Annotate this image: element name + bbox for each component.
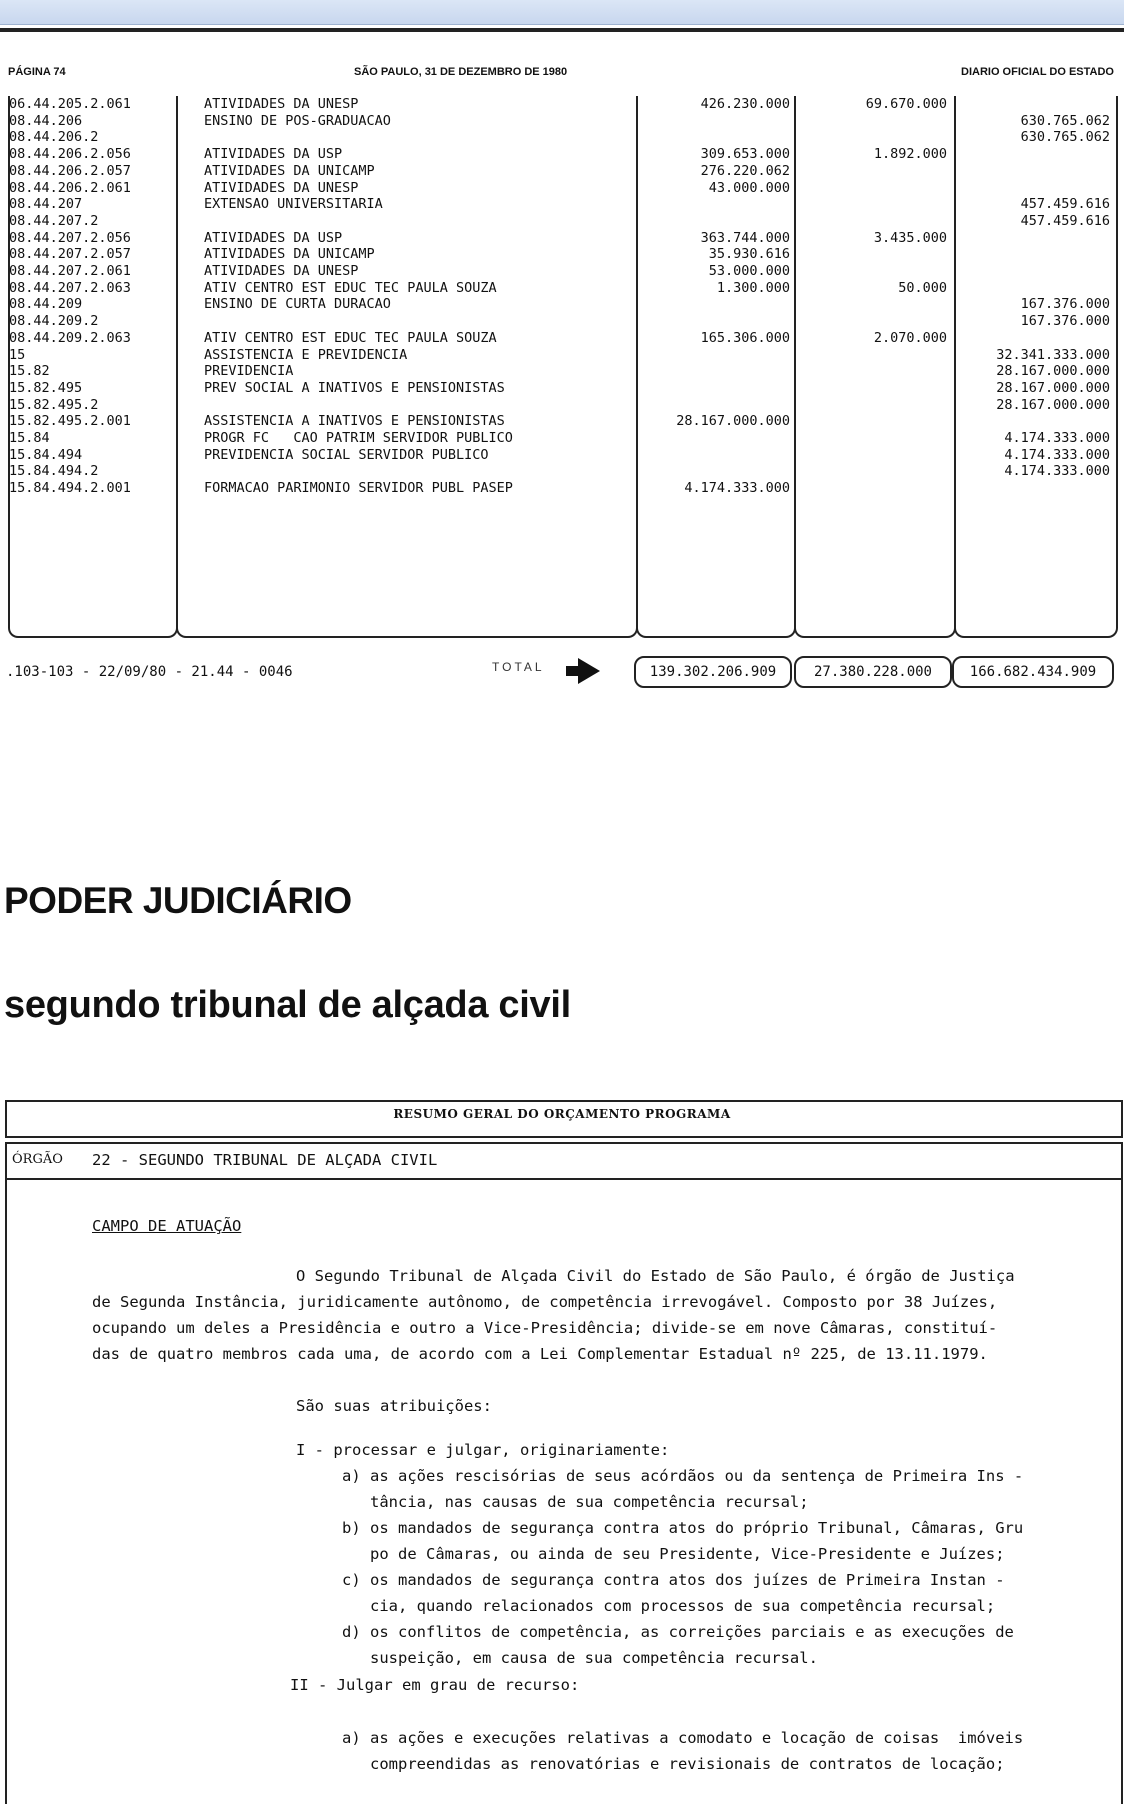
cell-v3: 28.167.000.000 <box>996 363 1110 380</box>
cell-v3: 4.174.333.000 <box>1004 430 1110 446</box>
cell-desc: ATIVIDADES DA USP <box>204 229 343 246</box>
cell-desc: PREVIDENCIA <box>204 363 294 380</box>
orgao-label: ÓRGÃO <box>12 1152 63 1167</box>
orgao-rule <box>5 1178 1121 1180</box>
table-row <box>0 397 1124 414</box>
cell-v2: 1.892.000 <box>873 146 947 163</box>
cell-code: 08.44.207.2 <box>9 212 99 229</box>
cell-desc: PROGR FC CAO PATRIM SERVIDOR PUBLICO <box>204 430 513 446</box>
cell-desc: ENSINO DE CURTA DURACAO <box>204 296 391 313</box>
table-row <box>0 246 1124 263</box>
cell-v3: 630.765.062 <box>1020 112 1110 129</box>
cell-v2: 50.000 <box>898 279 947 296</box>
paragraph-line: de Segunda Instância, juridicamente autônomo, de competência irrevogável. Composto por 38 Juízes, <box>92 1293 998 1311</box>
cell-v1: 165.306.000 <box>700 329 790 346</box>
cell-desc: PREV SOCIAL A INATIVOS E PENSIONISTAS <box>204 379 505 396</box>
cell-desc: ASSISTENCIA A INATIVOS E PENSIONISTAS <box>204 413 505 430</box>
table-row <box>0 213 1124 230</box>
cell-v1: 426.230.000 <box>700 96 790 112</box>
cell-code: 15.82.495 <box>9 379 83 396</box>
paragraph-line: ocupando um deles a Presidência e outro a Vice-Presidência; divide-se em nove Câmaras, constituí- <box>92 1319 998 1337</box>
table-row <box>0 280 1124 297</box>
cell-code: 15.82.495.2.001 <box>9 413 131 430</box>
cell-v1: 28.167.000.000 <box>676 413 790 430</box>
orgao-value: 22 - SEGUNDO TRIBUNAL DE ALÇADA CIVIL <box>92 1151 438 1169</box>
table-row <box>0 180 1124 197</box>
section-heading-power: PODER JUDICIÁRIO <box>4 880 352 921</box>
paragraph-line: das de quatro membros cada uma, de acordo com a Lei Complementar Estadual nº 225, de 13.11.1979. <box>92 1345 988 1363</box>
publication-name: DIARIO OFICIAL DO ESTADO <box>961 66 1114 78</box>
total-value-1: 139.302.206.909 <box>634 656 792 688</box>
window-top-bar <box>0 0 1124 25</box>
cell-code: 08.44.207.2.061 <box>9 263 131 279</box>
cell-code: 06.44.205.2.061 <box>9 96 131 112</box>
cell-v3: 32.341.333.000 <box>996 346 1110 363</box>
table-row <box>0 347 1124 364</box>
cell-desc: FORMACAO PARIMONIO SERVIDOR PUBL PASEP <box>204 480 513 497</box>
paragraph-line: O Segundo Tribunal de Alçada Civil do Estado de São Paulo, é órgão de Justiça <box>296 1267 1015 1285</box>
table-row <box>0 313 1124 330</box>
cell-desc: ATIV CENTRO EST EDUC TEC PAULA SOUZA <box>204 279 497 296</box>
cell-code: 08.44.206.2.057 <box>9 162 131 179</box>
cell-v3: 167.376.000 <box>1020 313 1110 330</box>
cell-code: 15.82.495.2 <box>9 396 99 413</box>
cell-desc: ATIV CENTRO EST EDUC TEC PAULA SOUZA <box>204 329 497 346</box>
cell-v3: 4.174.333.000 <box>1004 463 1110 480</box>
cell-code: 08.44.207 <box>9 196 83 213</box>
item-i-line: suspeição, em causa de sua competência recursal. <box>342 1649 818 1667</box>
cell-desc: ATIVIDADES DA UNICAMP <box>204 246 375 263</box>
section-heading-court: segundo tribunal de alçada civil <box>4 984 571 1026</box>
cell-code: 08.44.207.2.056 <box>9 229 131 246</box>
table-row <box>0 163 1124 180</box>
cell-code: 08.44.206 <box>9 112 83 129</box>
cell-code: 15.82 <box>9 363 50 380</box>
cell-desc: ATIVIDADES DA UNESP <box>204 179 359 196</box>
cell-v1: 35.930.616 <box>708 246 790 263</box>
item-ii-line: compreendidas as renovatórias e revisionais de contratos de locação; <box>342 1755 1005 1773</box>
total-value-2: 27.380.228.000 <box>794 656 952 688</box>
cell-code: 15.84.494 <box>9 446 83 463</box>
table-row <box>0 330 1124 347</box>
item-i-line: d) os conflitos de competência, as correições parciais e as execuções de <box>342 1623 1014 1641</box>
page-number: PÁGINA 74 <box>8 66 66 78</box>
cell-v3: 630.765.062 <box>1020 129 1110 146</box>
item-i: I - processar e julgar, originariamente: <box>296 1441 670 1459</box>
cell-desc: EXTENSAO UNIVERSITARIA <box>204 196 383 213</box>
cell-code: 08.44.206.2.056 <box>9 146 131 163</box>
total-value-3: 166.682.434.909 <box>952 656 1114 688</box>
table-row <box>0 413 1124 430</box>
cell-v1: 43.000.000 <box>708 179 790 196</box>
table-row <box>0 296 1124 313</box>
cell-desc: ATIVIDADES DA UNESP <box>204 96 359 112</box>
item-i-line: tância, nas causas de sua competência recursal; <box>342 1493 809 1511</box>
table-row <box>0 463 1124 480</box>
cell-v3: 4.174.333.000 <box>1004 446 1110 463</box>
cell-v3: 28.167.000.000 <box>996 379 1110 396</box>
cell-code: 08.44.207.2.057 <box>9 246 131 263</box>
table-row <box>0 447 1124 464</box>
cell-v1: 276.220.062 <box>700 162 790 179</box>
table-row <box>0 96 1124 113</box>
cell-v3: 457.459.616 <box>1020 212 1110 229</box>
cell-desc: ENSINO DE POS-GRADUACAO <box>204 112 391 129</box>
item-i-line: cia, quando relacionados com processos de sua competência recursal; <box>342 1597 996 1615</box>
cell-v1: 309.653.000 <box>700 146 790 163</box>
cell-v3: 457.459.616 <box>1020 196 1110 213</box>
cell-code: 08.44.206.2.061 <box>9 179 131 196</box>
cell-v1: 1.300.000 <box>716 279 790 296</box>
table-row <box>0 380 1124 397</box>
cell-v3: 28.167.000.000 <box>996 396 1110 413</box>
cell-v1: 4.174.333.000 <box>684 480 790 497</box>
total-label: TOTAL <box>492 660 545 674</box>
cell-desc: ATIVIDADES DA UNICAMP <box>204 162 375 179</box>
cell-v3: 167.376.000 <box>1020 296 1110 313</box>
cell-v1: 53.000.000 <box>708 263 790 279</box>
table-row <box>0 129 1124 146</box>
item-i-line: b) os mandados de segurança contra atos do próprio Tribunal, Câmaras, Gru <box>342 1519 1024 1537</box>
header-rule <box>0 28 1124 32</box>
cell-code: 08.44.209.2.063 <box>9 329 131 346</box>
item-i-line: c) os mandados de segurança contra atos dos juízes de Primeira Instan - <box>342 1571 1005 1589</box>
footer-reference: .103-103 - 22/09/80 - 21.44 - 0046 <box>6 664 293 680</box>
cell-code: 08.44.206.2 <box>9 129 99 146</box>
cell-desc: ATIVIDADES DA USP <box>204 146 343 163</box>
cell-code: 15 <box>9 346 26 363</box>
cell-v2: 3.435.000 <box>873 229 947 246</box>
table-row <box>0 263 1124 280</box>
cell-v2: 69.670.000 <box>865 96 947 112</box>
item-ii: II - Julgar em grau de recurso: <box>290 1676 580 1694</box>
cell-v1: 363.744.000 <box>700 229 790 246</box>
table-row <box>0 430 1124 447</box>
total-arrow-icon <box>578 658 600 684</box>
page-date: SÃO PAULO, 31 DE DEZEMBRO DE 1980 <box>354 66 568 78</box>
cell-desc: ASSISTENCIA E PREVIDENCIA <box>204 346 408 363</box>
item-i-line: a) as ações rescisórias de seus acórdãos ou da sentença de Primeira Ins - <box>342 1467 1024 1485</box>
cell-code: 08.44.207.2.063 <box>9 279 131 296</box>
cell-desc: ATIVIDADES DA UNESP <box>204 263 359 279</box>
table-row <box>0 113 1124 130</box>
cell-desc: PREVIDENCIA SOCIAL SERVIDOR PUBLICO <box>204 446 489 463</box>
table-row <box>0 230 1124 247</box>
cell-code: 15.84.494.2 <box>9 463 99 480</box>
item-i-line: po de Câmaras, ou ainda de seu Presidente, Vice-Presidente e Juízes; <box>342 1545 1005 1563</box>
cell-code: 08.44.209.2 <box>9 313 99 330</box>
item-ii-line: a) as ações e execuções relativas a comodato e locação de coisas imóveis <box>342 1729 1024 1747</box>
cell-code: 08.44.209 <box>9 296 83 313</box>
campo-heading: CAMPO DE ATUAÇÃO <box>92 1217 242 1235</box>
cell-code: 15.84 <box>9 430 50 446</box>
table-row <box>0 146 1124 163</box>
table-row <box>0 480 1124 497</box>
cell-code: 15.84.494.2.001 <box>9 480 131 497</box>
atribuicoes-intro: São suas atribuições: <box>296 1397 492 1415</box>
table-row <box>0 363 1124 380</box>
cell-v2: 2.070.000 <box>873 329 947 346</box>
table-row <box>0 196 1124 213</box>
summary-title: RESUMO GERAL DO ORÇAMENTO PROGRAMA <box>393 1107 731 1121</box>
